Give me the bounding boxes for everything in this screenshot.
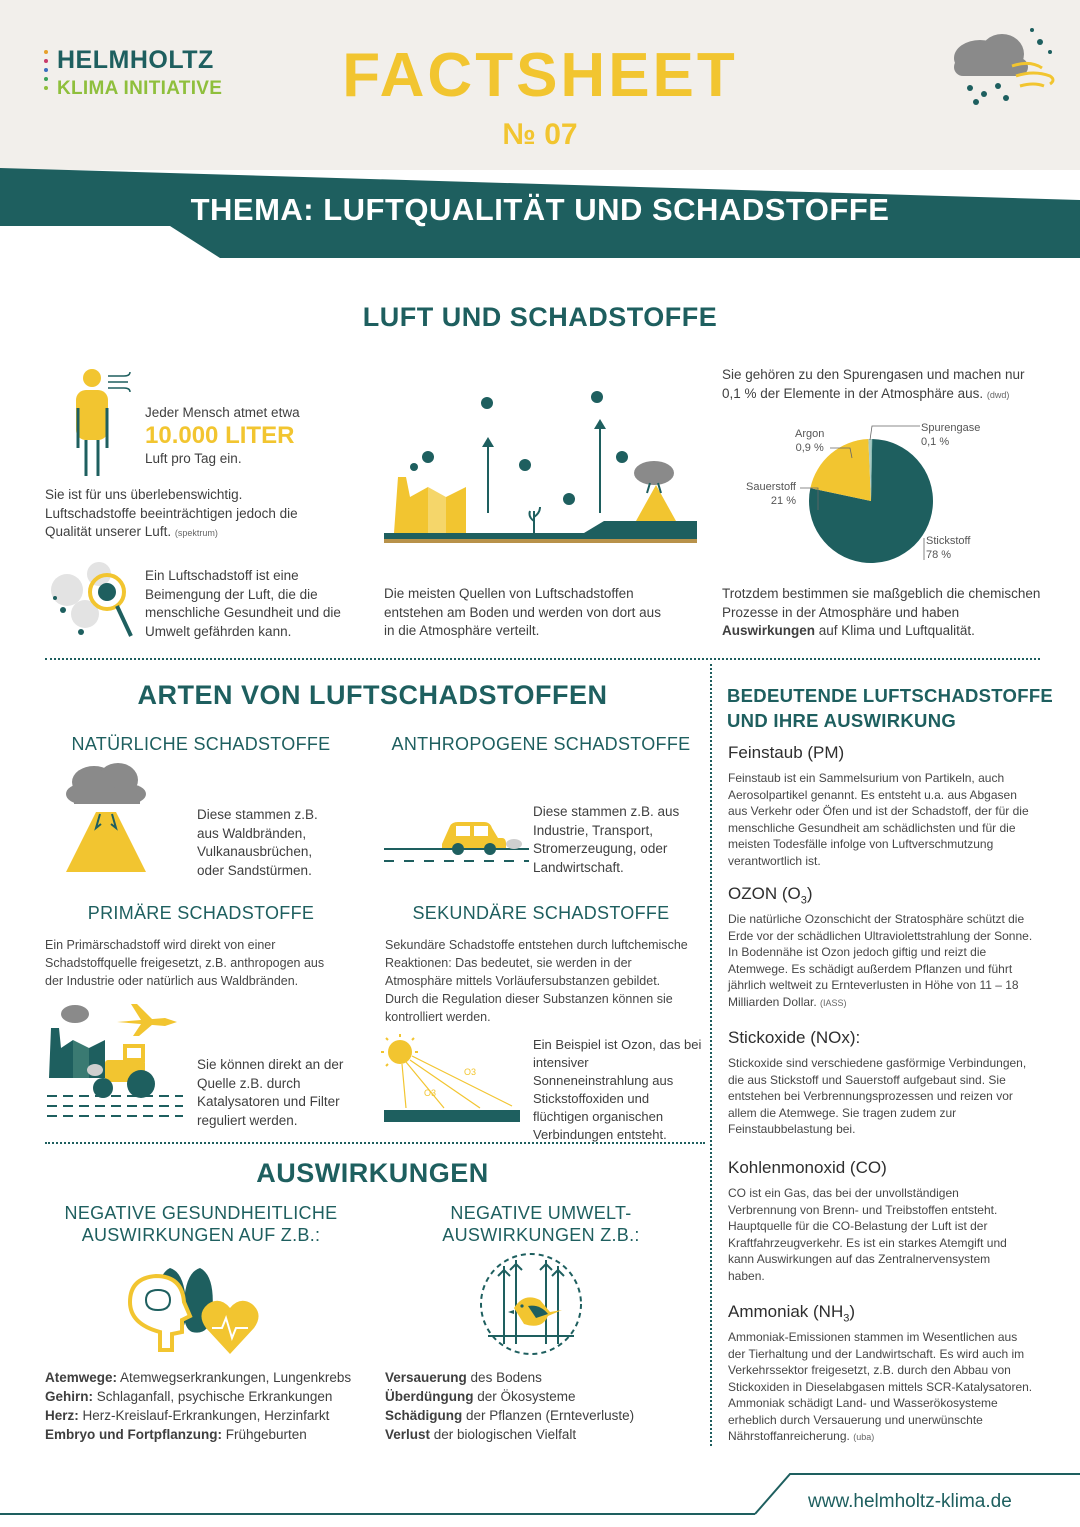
- sauerstoff-value: 21 %: [770, 495, 796, 507]
- o3-label-1: O3: [424, 1088, 437, 1098]
- health-item: [45, 1368, 380, 1387]
- feinstaub-name: Feinstaub (PM): [728, 743, 845, 762]
- env-key: Schädigung: [385, 1408, 463, 1423]
- divider-vertical: [710, 664, 712, 1446]
- spurengase-value: 0,1 %: [921, 436, 950, 448]
- breath-tail: Luft pro Tag ein.: [145, 451, 242, 466]
- argon-value: 0,9 %: [795, 442, 824, 454]
- ammoniak-body: Ammoniak-Emissionen stammen im Wesentlichen aus der Tierhaltung und der Landwirtschaft. Es wird auch im Verkehrssektor freigesetzt, z.B. durch den Abbau von Stickoxiden in Dieselabgasen mittels SCR-Katalysatoren. Ammoniak schädigt Land- und Wasserökosysteme erheblich durch Versauerung und unerwünschte Nährstoffanreicherung.: [728, 1330, 1033, 1443]
- brand-name: HELMHOLTZ: [57, 46, 214, 74]
- env-item: [385, 1425, 700, 1444]
- health-title-line2: AUSWIRKUNGEN AUF Z.B.:: [81, 1225, 321, 1245]
- impact-text-b: Auswirkungen: [722, 623, 816, 638]
- health-list: [45, 1368, 380, 1444]
- section-title-auswirkungen: AUSWIRKUNGEN: [256, 1158, 489, 1188]
- definition-text: Ein Luftschadstoff ist eine Beimengung der Luft, die die menschliche Gesundheit und die Umwelt gefährden kann.: [145, 568, 341, 639]
- car-road-icon: [384, 816, 529, 868]
- env-item: [385, 1368, 700, 1387]
- co-name: Kohlenmonoxid (CO): [728, 1158, 887, 1177]
- env-key: Überdüngung: [385, 1389, 474, 1404]
- feinstaub-text: Feinstaub ist ein Sammelsurium von Partikeln, auch Aerosolpartikel genannt. Es entsteht u.a. aus Abgasen aus Verkehr oder Öfen und ist der Schadstoff, der für die menschliche Gesundheit am schädlichsten und für die meisten Todesfälle infolge von Luftverschmutzung verantwortlich ist.: [728, 771, 1029, 868]
- ammoniak-source: (uba): [853, 1432, 875, 1442]
- volcano-icon: [62, 762, 152, 874]
- pie-leader-lines: [790, 420, 930, 570]
- env-title-line2: AUSWIRKUNGEN Z.B.:: [442, 1225, 640, 1245]
- trace-gas-text: [722, 366, 1042, 404]
- env-item: [385, 1387, 700, 1406]
- brand-subname: KLIMA INITIATIVE: [57, 78, 223, 99]
- health-value: Herz-Kreislauf-Erkrankungen, Herzinfarkt: [78, 1408, 330, 1423]
- footer-url[interactable]: www.helmholtz-klima.de: [808, 1491, 1012, 1512]
- ammoniak-name-close: ): [849, 1302, 856, 1321]
- health-key: Embryo und Fortpflanzung:: [45, 1427, 222, 1442]
- sources-text: Die meisten Quellen von Luftschadstoffen entstehen am Boden und werden von dort aus in die Atmosphäre verteilt.: [384, 586, 661, 638]
- ozon-name: [728, 884, 813, 906]
- health-item: [45, 1387, 380, 1406]
- section-title-arten: ARTEN VON LUFTSCHADSTOFFEN: [137, 680, 608, 710]
- trace-gas-source: (dwd): [986, 389, 1010, 400]
- env-key: Versauerung: [385, 1370, 467, 1385]
- env-value: der Pflanzen (Ernteverluste): [462, 1408, 635, 1423]
- weather-cloud-icon: [940, 22, 1060, 112]
- theme-title: THEMA: LUFTQUALITÄT UND SCHADSTOFFE: [190, 192, 890, 227]
- impact-text: [722, 585, 1042, 641]
- ammoniak-text: [728, 1329, 1033, 1446]
- trace-gas-body: Sie gehören zu den Spurengasen und machen nur 0,1 % der Elemente in der Atmosphäre aus.: [722, 367, 1025, 401]
- breath-intro: Jeder Mensch atmet etwa: [145, 405, 300, 420]
- page-title: FACTSHEET: [342, 41, 738, 110]
- impact-text-a: Trotzdem bestimmen sie maßgeblich die chemischen Prozesse in der Atmosphäre und haben: [722, 586, 1041, 620]
- divider-middle: [45, 1142, 705, 1144]
- stickstoff-value: 78 %: [926, 549, 952, 561]
- ammoniak-name: [728, 1302, 855, 1324]
- bird-fields-icon: [474, 1246, 592, 1364]
- env-value: der biologischen Vielfalt: [430, 1427, 577, 1442]
- primary-note: Sie können direkt an der Quelle z.B. durch Katalysatoren und Filter reguliert werden.: [197, 1057, 344, 1128]
- env-key: Verlust: [385, 1427, 431, 1442]
- secondary-title: SEKUNDÄRE SCHADSTOFFE: [412, 903, 670, 923]
- ozon-source: (IASS): [820, 997, 847, 1008]
- secondary-text: Sekundäre Schadstoffe entstehen durch luftchemische Reaktionen: Das bedeutet, sie werden in der Atmosphäre mittels Vorläufersubstanzen gebildet. Durch die Regulation dieser Substanzen können sie kontrolliert werden.: [385, 938, 688, 1024]
- ammoniak-name-main: Ammoniak (NH: [728, 1302, 844, 1321]
- divider-top: [45, 658, 1040, 660]
- env-value: der Ökosysteme: [473, 1389, 576, 1404]
- stickoxide-text: Stickoxide sind verschiedene gasförmige Verbindungen, die aus Stickstoff und Sauerstoff aufgebaut sind. Sie entstehen bei Verbrennungsprozessen und reizen vor allem die Atemwege. Sie tragen zudem zur Feinstaubbelastung bei.: [728, 1056, 1027, 1136]
- factsheet-number: № 07: [502, 118, 578, 151]
- natural-title: NATÜRLICHE SCHADSTOFFE: [71, 734, 331, 754]
- ozon-body: Die natürliche Ozonschicht der Stratosphäre schützt die Erde vor der schädlichen Ultraviolettstrahlung der Sonne. In Bodennähe ist Ozon jedoch giftig und reizt die Atemwege. Es schädigt außerdem Pflanzen und führt jährlich weltweit zu Ernteverlusten in Höhe von 11 – 18 Milliarden Dollar.: [728, 912, 1033, 1009]
- magnifier-particles-icon: [45, 560, 137, 642]
- survival-body: Sie ist für uns überlebenswichtig. Luftschadstoffe beeinträchtigen jedoch die Qualität unserer Luft.: [45, 487, 298, 539]
- health-key: Atemwege:: [45, 1370, 118, 1385]
- bedeutende-title: [727, 683, 1053, 733]
- bedeutende-title-line2: UND IHRE AUSWIRKUNG: [727, 710, 957, 731]
- health-value: Atemwegserkrankungen, Lungenkrebs: [117, 1370, 352, 1385]
- env-value: des Bodens: [466, 1370, 542, 1385]
- health-value: Frühgeburten: [221, 1427, 307, 1442]
- stickstoff-name: Stickstoff: [926, 535, 971, 547]
- stickoxide-name: Stickoxide (NOx):: [728, 1028, 861, 1047]
- primary-text: Ein Primärschadstoff wird direkt von einer Schadstoffquelle freigesetzt, z.B. anthropogen aus der Industrie oder natürlich aus Waldbränden.: [45, 938, 325, 988]
- sources-illustration: [384, 385, 699, 550]
- anthro-text: Diese stammen z.B. aus Industrie, Transport, Stromerzeugung, oder Landwirtschaft.: [533, 804, 680, 875]
- argon-name: Argon: [795, 428, 825, 440]
- spurengase-name: Spurengase: [921, 422, 981, 434]
- survival-source: (spektrum): [174, 528, 218, 538]
- ozon-text: [728, 911, 1033, 1011]
- env-title: [385, 1202, 697, 1246]
- impact-text-c: auf Klima und Luftqualität.: [815, 623, 975, 638]
- anthro-title: ANTHROPOGENE SCHADSTOFFE: [391, 734, 691, 754]
- health-key: Gehirn:: [45, 1389, 94, 1404]
- person-breathing-icon: [70, 368, 140, 480]
- bedeutende-title-line1: BEDEUTENDE LUFTSCHADSTOFFE: [727, 685, 1054, 706]
- health-item: [45, 1406, 380, 1425]
- sauerstoff-name: Sauerstoff: [746, 481, 796, 493]
- sun-ozone-icon: [384, 1038, 524, 1124]
- co-text: CO ist ein Gas, das bei der unvollständigen Verbrennung von Brenn- und Treibstoffen entsteht. Hauptquelle für die CO-Belastung der Luft ist der Kraftfahrzeugverkehr. Es ist ein starkes Atemgift und kann Auswirkungen auf das Zentralnervensystem haben.: [728, 1186, 1007, 1283]
- industry-tractor-plane-icon: [45, 1000, 185, 1125]
- natural-text: Diese stammen z.B. aus Waldbränden, Vulkanausbrüchen, oder Sandstürmen.: [197, 807, 318, 878]
- ozon-name-sub: 3: [800, 894, 807, 907]
- health-title-line1: NEGATIVE GESUNDHEITLICHE: [64, 1203, 338, 1223]
- pie-label-stickstoff: [926, 534, 970, 562]
- pie-label-sauerstoff: [742, 480, 796, 508]
- primary-title: PRIMÄRE SCHADSTOFFE: [87, 903, 315, 923]
- ozon-name-main: OZON (O: [728, 884, 801, 903]
- section-title-luft: LUFT UND SCHADSTOFFE: [362, 302, 718, 332]
- env-list: [385, 1368, 700, 1444]
- health-key: Herz:: [45, 1408, 79, 1423]
- health-title: [45, 1202, 357, 1246]
- o3-label-2: O3: [464, 1067, 477, 1077]
- secondary-note: Ein Beispiel ist Ozon, das bei intensiver Sonneneinstrahlung aus Stickstoffoxiden und flüchtigen organischen Verbindungen entsteht.: [533, 1037, 702, 1142]
- ammoniak-name-sub: 3: [843, 1312, 850, 1325]
- env-title-line1: NEGATIVE UMWELT-: [450, 1203, 632, 1223]
- head-lungs-heart-icon: [120, 1262, 270, 1360]
- breath-amount: 10.000 LITER: [145, 422, 295, 449]
- ozon-name-close: ): [806, 884, 813, 903]
- health-item: [45, 1425, 380, 1444]
- survival-text: [45, 486, 335, 543]
- health-value: Schlaganfall, psychische Erkrankungen: [93, 1389, 333, 1404]
- env-item: [385, 1406, 700, 1425]
